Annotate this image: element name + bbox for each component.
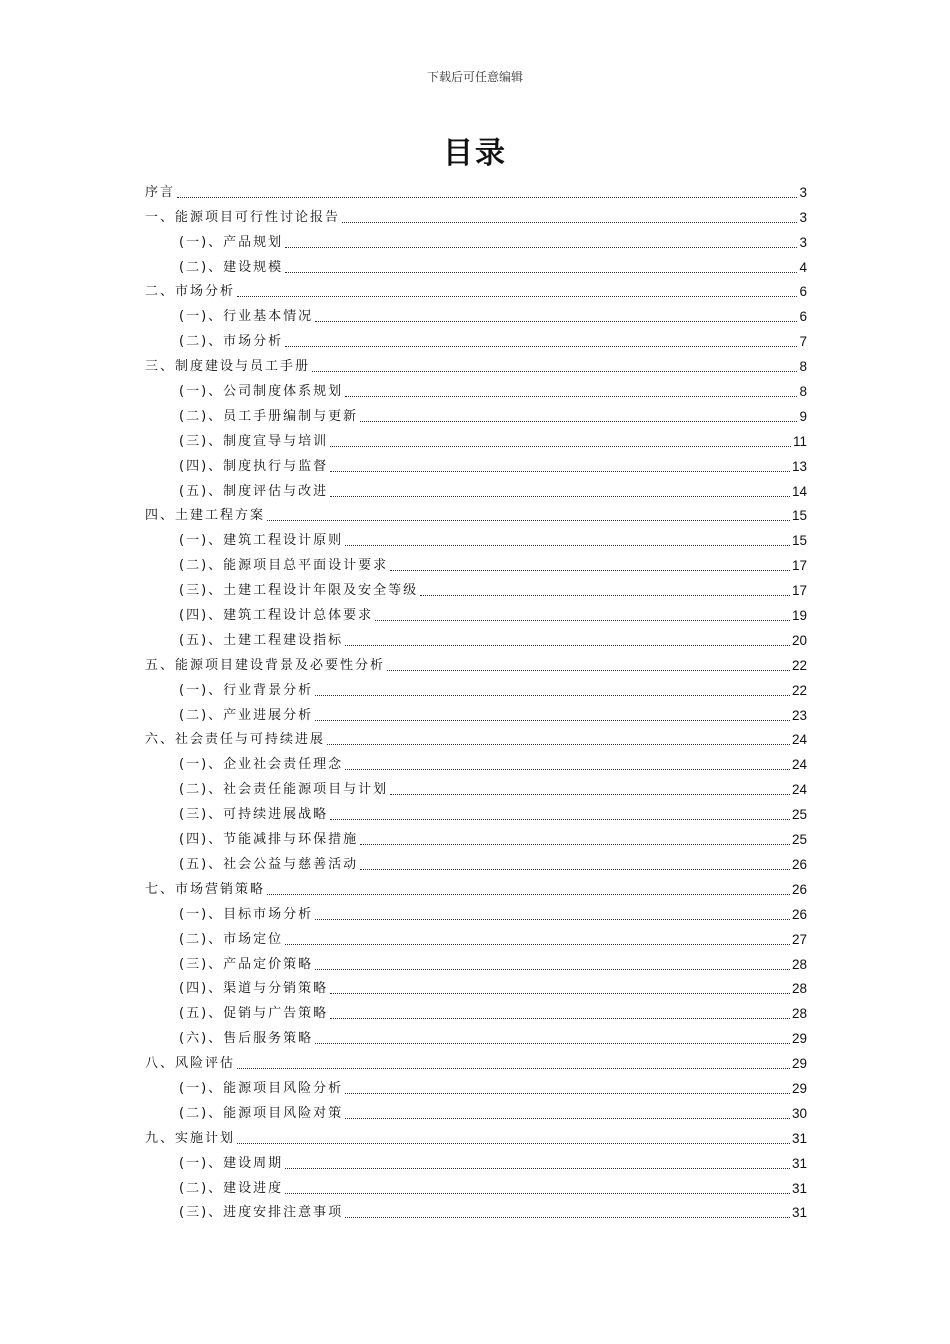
toc-section-entry[interactable]	[145, 500, 807, 525]
toc-page-number: 24	[791, 732, 807, 748]
toc-page-number: 29	[791, 1056, 807, 1072]
toc-subsection-entry[interactable]	[145, 1172, 807, 1197]
toc-page-number: 3	[799, 184, 807, 200]
toc-entry-label: 一、能源项目可行性讨论报告	[145, 209, 341, 225]
toc-page-number: 25	[791, 807, 807, 823]
toc-entry-label: (一)、能源项目风险分析	[179, 1080, 344, 1096]
toc-dot-leader	[285, 272, 797, 273]
toc-section-entry[interactable]	[145, 176, 807, 201]
toc-entry-label: 九、实施计划	[145, 1130, 236, 1146]
page-title: 目录	[443, 136, 507, 171]
toc-entry-label: (二)、能源项目风险对策	[179, 1105, 344, 1121]
toc-dot-leader	[315, 1043, 790, 1044]
toc-page-number: 3	[799, 234, 807, 250]
toc-entry-label: (三)、制度宣导与培训	[179, 433, 329, 449]
toc-page-number: 22	[791, 657, 807, 673]
toc-page-number: 24	[791, 782, 807, 798]
toc-dot-leader	[285, 346, 797, 347]
toc-entry-label: (二)、市场分析	[179, 334, 284, 350]
toc-dot-leader	[375, 620, 790, 621]
toc-dot-leader	[315, 969, 790, 970]
toc-page-number: 17	[791, 558, 807, 574]
toc-section-entry[interactable]	[145, 873, 807, 898]
toc-dot-leader	[177, 197, 797, 198]
toc-entry-label: (二)、建设进度	[179, 1180, 284, 1196]
toc-dot-leader	[327, 744, 790, 745]
toc-subsection-entry[interactable]	[145, 475, 807, 500]
toc-page-number: 13	[791, 458, 807, 474]
toc-page-number: 23	[791, 707, 807, 723]
toc-subsection-entry[interactable]	[145, 948, 807, 973]
toc-page-number: 28	[791, 981, 807, 997]
toc-section-entry[interactable]	[145, 1047, 807, 1072]
toc-dot-leader	[285, 1193, 790, 1194]
toc-entry-label: (二)、市场定位	[179, 931, 284, 947]
toc-dot-leader	[345, 1118, 790, 1119]
toc-subsection-entry[interactable]	[145, 1022, 807, 1047]
toc-entry-label: (三)、可持续进展战略	[179, 807, 329, 823]
toc-page-number: 8	[799, 384, 807, 400]
toc-dot-leader	[387, 670, 790, 671]
toc-page-number: 15	[791, 533, 807, 549]
toc-dot-leader	[345, 645, 790, 646]
toc-subsection-entry[interactable]	[145, 923, 807, 948]
toc-page-number: 6	[799, 309, 807, 325]
toc-dot-leader	[342, 222, 797, 223]
toc-dot-leader	[315, 695, 790, 696]
toc-dot-leader	[345, 1093, 790, 1094]
toc-dot-leader	[315, 919, 790, 920]
toc-entry-label: (四)、节能减排与环保措施	[179, 832, 359, 848]
toc-dot-leader	[312, 371, 797, 372]
toc-page-number: 15	[791, 508, 807, 524]
toc-page-number: 29	[791, 1080, 807, 1096]
toc-dot-leader	[267, 520, 790, 521]
toc-section-entry[interactable]	[145, 276, 807, 301]
toc-entry-label: (二)、建设规模	[179, 259, 284, 275]
toc-page-number: 30	[791, 1105, 807, 1121]
toc-entry-label: (一)、公司制度体系规划	[179, 384, 344, 400]
toc-subsection-entry[interactable]	[145, 375, 807, 400]
toc-subsection-entry[interactable]	[145, 997, 807, 1022]
toc-entry-label: (一)、建筑工程设计原则	[179, 533, 344, 549]
toc-page-number: 25	[791, 832, 807, 848]
toc-subsection-entry[interactable]	[145, 624, 807, 649]
toc-subsection-entry[interactable]	[145, 798, 807, 823]
toc-page-number: 6	[799, 284, 807, 300]
toc-section-entry[interactable]	[145, 201, 807, 226]
toc-page-number: 4	[799, 259, 807, 275]
toc-entry-label: (二)、能源项目总平面设计要求	[179, 558, 389, 574]
toc-dot-leader	[237, 296, 797, 297]
toc-dot-leader	[330, 496, 790, 497]
toc-subsection-entry[interactable]	[145, 1147, 807, 1172]
toc-dot-leader	[237, 1068, 790, 1069]
toc-dot-leader	[420, 595, 790, 596]
toc-subsection-entry[interactable]	[145, 748, 807, 773]
toc-dot-leader	[315, 321, 797, 322]
toc-page-number: 8	[799, 359, 807, 375]
toc-dot-leader	[330, 471, 790, 472]
toc-section-entry[interactable]	[145, 724, 807, 749]
toc-dot-leader	[285, 944, 790, 945]
toc-entry-label: (六)、售后服务策略	[179, 1031, 314, 1047]
toc-subsection-entry[interactable]	[145, 524, 807, 549]
toc-subsection-entry[interactable]	[145, 251, 807, 276]
toc-page-number: 17	[791, 583, 807, 599]
toc-entry-label: (五)、土建工程建设指标	[179, 632, 344, 648]
toc-subsection-entry[interactable]	[145, 425, 807, 450]
toc-entry-label: 四、土建工程方案	[145, 508, 266, 524]
toc-entry-label: (一)、行业基本情况	[179, 309, 314, 325]
toc-entry-label: (五)、促销与广告策略	[179, 1006, 329, 1022]
toc-dot-leader	[330, 1018, 790, 1019]
toc-dot-leader	[237, 1143, 790, 1144]
toc-dot-leader	[345, 1217, 790, 1218]
toc-subsection-entry[interactable]	[145, 450, 807, 475]
toc-page-number: 26	[791, 906, 807, 922]
toc-page-number: 31	[791, 1205, 807, 1221]
toc-page-number: 7	[799, 334, 807, 350]
toc-page-number: 27	[791, 931, 807, 947]
toc-subsection-entry[interactable]	[145, 674, 807, 699]
toc-page-number: 26	[791, 856, 807, 872]
toc-entry-label: (二)、员工手册编制与更新	[179, 408, 359, 424]
toc-subsection-entry[interactable]	[145, 300, 807, 325]
toc-entry-label: (一)、产品规划	[179, 234, 284, 250]
table-of-contents	[145, 176, 807, 1221]
toc-entry-label: (二)、社会责任能源项目与计划	[179, 782, 389, 798]
toc-page-number: 26	[791, 881, 807, 897]
toc-subsection-entry[interactable]	[145, 773, 807, 798]
toc-entry-label: 五、能源项目建设背景及必要性分析	[145, 657, 386, 673]
toc-subsection-entry[interactable]	[145, 325, 807, 350]
toc-page-number: 31	[791, 1130, 807, 1146]
toc-entry-label: (三)、进度安排注意事项	[179, 1205, 344, 1221]
toc-subsection-entry[interactable]	[145, 574, 807, 599]
toc-entry-label: (五)、社会公益与慈善活动	[179, 856, 359, 872]
toc-page-number: 28	[791, 956, 807, 972]
toc-page-number: 19	[791, 608, 807, 624]
toc-section-entry[interactable]	[145, 649, 807, 674]
toc-dot-leader	[345, 769, 790, 770]
toc-entry-label: 八、风险评估	[145, 1056, 236, 1072]
toc-entry-label: (四)、建筑工程设计总体要求	[179, 608, 374, 624]
toc-entry-label: (一)、建设周期	[179, 1155, 284, 1171]
toc-dot-leader	[330, 446, 791, 447]
toc-dot-leader	[345, 545, 790, 546]
toc-entry-label: (一)、企业社会责任理念	[179, 757, 344, 773]
toc-entry-label: (四)、制度执行与监督	[179, 458, 329, 474]
toc-dot-leader	[285, 247, 797, 248]
toc-entry-label: (二)、产业进展分析	[179, 707, 314, 723]
toc-subsection-entry[interactable]	[145, 1197, 807, 1222]
toc-subsection-entry[interactable]	[145, 599, 807, 624]
toc-page-number: 22	[791, 682, 807, 698]
toc-subsection-entry[interactable]	[145, 823, 807, 848]
toc-dot-leader	[360, 421, 797, 422]
toc-page-number: 24	[791, 757, 807, 773]
toc-subsection-entry[interactable]	[145, 898, 807, 923]
toc-entry-label: (一)、行业背景分析	[179, 682, 314, 698]
toc-subsection-entry[interactable]	[145, 699, 807, 724]
toc-dot-leader	[360, 844, 790, 845]
toc-entry-label: (五)、制度评估与改进	[179, 483, 329, 499]
toc-entry-label: (一)、目标市场分析	[179, 906, 314, 922]
toc-entry-label: (三)、土建工程设计年限及安全等级	[179, 583, 419, 599]
toc-subsection-entry[interactable]	[145, 549, 807, 574]
page-header: 下载后可任意编辑	[426, 70, 523, 84]
toc-dot-leader	[315, 720, 790, 721]
toc-subsection-entry[interactable]	[145, 973, 807, 998]
toc-entry-label: 序言	[145, 184, 176, 200]
toc-entry-label: (三)、产品定价策略	[179, 956, 314, 972]
toc-page-number: 29	[791, 1031, 807, 1047]
toc-page-number: 3	[799, 209, 807, 225]
toc-page-number: 11	[792, 433, 807, 449]
toc-dot-leader	[390, 570, 790, 571]
toc-dot-leader	[345, 396, 797, 397]
toc-subsection-entry[interactable]	[145, 1097, 807, 1122]
toc-entry-label: (四)、渠道与分销策略	[179, 981, 329, 997]
toc-subsection-entry[interactable]	[145, 848, 807, 873]
toc-dot-leader	[390, 794, 790, 795]
toc-page-number: 31	[791, 1155, 807, 1171]
toc-entry-label: 六、社会责任与可持续进展	[145, 732, 326, 748]
toc-dot-leader	[330, 819, 790, 820]
toc-section-entry[interactable]	[145, 350, 807, 375]
toc-page-number: 14	[791, 483, 807, 499]
toc-page-number: 9	[799, 408, 807, 424]
toc-page-number: 31	[791, 1180, 807, 1196]
toc-dot-leader	[330, 993, 790, 994]
toc-subsection-entry[interactable]	[145, 1072, 807, 1097]
toc-dot-leader	[360, 869, 790, 870]
toc-page-number: 20	[791, 632, 807, 648]
toc-subsection-entry[interactable]	[145, 226, 807, 251]
toc-section-entry[interactable]	[145, 1122, 807, 1147]
toc-page-number: 28	[791, 1006, 807, 1022]
toc-dot-leader	[285, 1168, 790, 1169]
toc-dot-leader	[267, 894, 790, 895]
toc-entry-label: 三、制度建设与员工手册	[145, 359, 311, 375]
toc-subsection-entry[interactable]	[145, 400, 807, 425]
toc-entry-label: 七、市场营销策略	[145, 881, 266, 897]
toc-entry-label: 二、市场分析	[145, 284, 236, 300]
